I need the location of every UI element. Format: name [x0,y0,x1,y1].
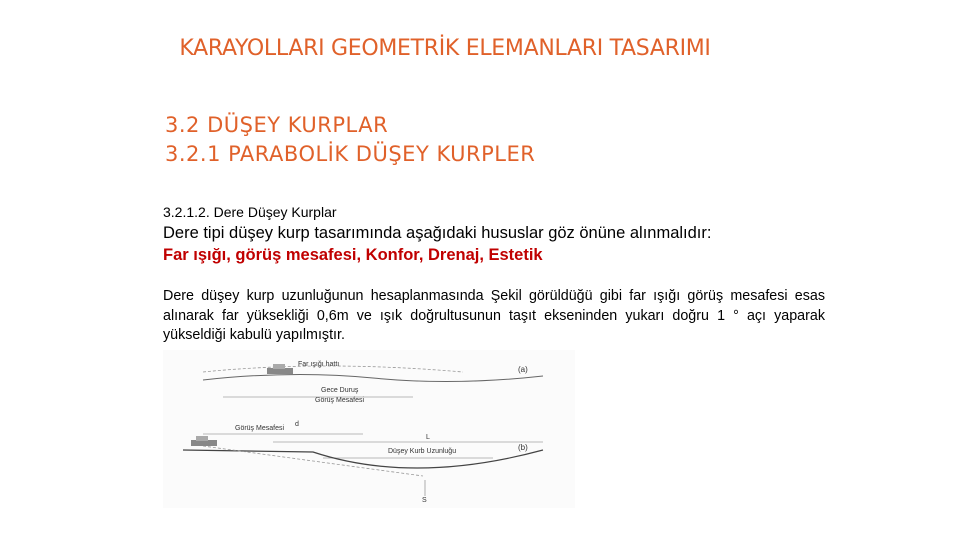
body-paragraph: Dere düşey kurp uzunluğunun hesaplanmasında Şekil görüldüğü gibi far ışığı görüş mesafesi esas alınarak far yüksekliği 0,6m ve ışık doğrultusunun taşıt ekseninden yukarı doğru 1 ° açı yaparak yükseldiği kabulü yapılmıştır. [163,288,825,343]
figure-label-a: (a) [518,365,528,374]
gece-durus-label: Gece Duruş [321,387,359,394]
criteria-text: Far ışığı, görüş mesafesi, Konfor, Drenaj, Estetik [163,246,543,264]
far-isigi-label: Far ışığı hattı [298,361,340,368]
l-label: L [426,434,430,441]
dusey-kurp-label: Düşey Kurb Uzunluğu [388,448,457,455]
sag-curve-figure [163,350,575,508]
subsection-title: 3.2.1 PARABOLİK DÜŞEY KURPLER [165,142,536,166]
s-label: S [422,497,427,504]
d-label: d [295,421,299,428]
gorus-mesafesi-a-label: Görüş Mesafesi [315,397,365,404]
slide-title: KARAYOLLARI GEOMETRİK ELEMANLARI TASARIMI [179,36,711,61]
figure-label-b: (b) [518,443,528,452]
section-title: 3.2 DÜŞEY KURPLAR [165,113,389,137]
subsubsection-heading: 3.2.1.2. Dere Düşey Kurplar [163,204,337,220]
gorus-mesafesi-b-label: Görüş Mesafesi [235,425,285,432]
intro-text: Dere tipi düşey kurp tasarımında aşağıdaki hususlar göz önüne alınmalıdır: [163,224,712,242]
